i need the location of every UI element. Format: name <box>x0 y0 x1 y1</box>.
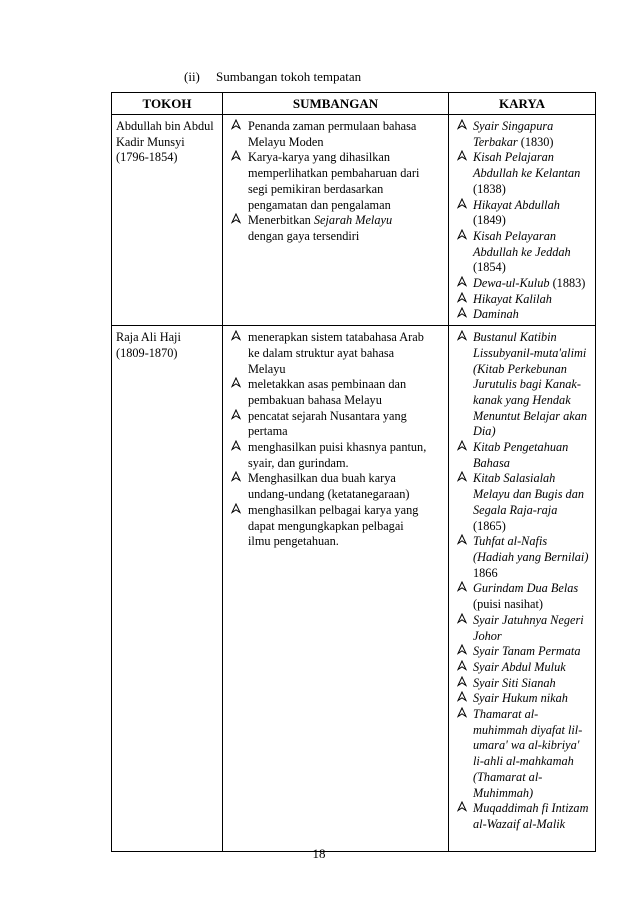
karya-title: kanak yang Hendak <box>473 392 571 407</box>
arrowhead-bullet-icon <box>231 119 241 136</box>
karya-item <box>453 691 592 707</box>
arrowhead-bullet-icon <box>457 644 467 661</box>
tokoh-cell <box>112 326 223 852</box>
sumbangan-text: memperlihatkan pembaharuan dari <box>248 166 420 181</box>
section-title: Sumbangan tokoh tempatan <box>216 69 362 84</box>
table-header-row <box>112 93 596 115</box>
header-sumbangan: SUMBANGAN <box>223 93 449 115</box>
karya-item <box>453 150 592 197</box>
karya-item <box>453 307 592 323</box>
karya-title: Syair Singapura <box>473 119 554 133</box>
karya-item <box>453 276 592 292</box>
sumbangan-text: pengamatan dan pengalaman <box>248 197 391 212</box>
sumbangan-text: ilmu pengetahuan. <box>248 534 339 549</box>
arrowhead-bullet-icon <box>457 613 467 630</box>
karya-title: Hikayat Kalilah <box>473 291 552 306</box>
sumbangan-text: Menerbitkan <box>248 213 314 228</box>
karya-year: (1854) <box>473 260 506 275</box>
karya-title: (Thamarat al- <box>473 769 543 784</box>
karya-item <box>453 198 592 229</box>
sumbangan-text: ke dalam struktur ayat bahasa <box>248 345 395 360</box>
tokoh-line: (1809-1870) <box>116 345 178 360</box>
arrowhead-bullet-icon <box>457 229 467 246</box>
arrowhead-bullet-icon <box>231 503 241 520</box>
karya-title: Syair Abdul Muluk <box>473 659 566 674</box>
karya-title: Jurutulis bagi Kanak- <box>473 377 581 392</box>
arrowhead-bullet-icon <box>457 307 467 324</box>
karya-title: Syair Tanam Permata <box>473 644 581 659</box>
arrowhead-bullet-icon <box>457 330 467 347</box>
arrowhead-bullet-icon <box>231 330 241 347</box>
arrowhead-bullet-icon <box>231 409 241 426</box>
karya-item <box>453 707 592 801</box>
tokoh-cell <box>112 115 223 326</box>
arrowhead-bullet-icon <box>457 292 467 309</box>
sumbangan-text: Penanda zaman permulaan bahasa <box>248 119 417 133</box>
karya-title: Dia) <box>473 424 496 439</box>
sumbangan-text: Melayu Moden <box>248 134 324 149</box>
contributions-table <box>111 92 596 852</box>
karya-title: Terbakar <box>473 134 518 149</box>
karya-title: Abdullah ke Kelantan <box>473 166 581 181</box>
sumbangan-item <box>227 377 445 408</box>
page-number: 18 <box>312 846 326 861</box>
karya-title: Segala Raja-raja <box>473 502 558 517</box>
karya-title: Kitab Salasialah <box>473 471 556 486</box>
karya-title: Syair Siti Sianah <box>473 675 556 690</box>
sumbangan-text: pertama <box>248 424 288 439</box>
table-row <box>112 115 596 326</box>
sumbangan-text: syair, dan gurindam. <box>248 455 349 470</box>
karya-title: Muhimmah) <box>473 785 534 800</box>
karya-title: al-Wazaif al-Malik <box>473 816 566 831</box>
section-number: (ii) <box>184 69 200 84</box>
karya-cell <box>449 115 596 326</box>
karya-year: 1866 <box>473 565 498 580</box>
arrowhead-bullet-icon <box>457 691 467 708</box>
tokoh-line: (1796-1854) <box>116 150 178 165</box>
sumbangan-text: Sejarah Melayu <box>313 213 393 228</box>
sumbangan-text: pencatat sejarah Nusantara yang <box>248 408 407 423</box>
arrowhead-bullet-icon <box>457 471 467 488</box>
arrowhead-bullet-icon <box>457 801 467 818</box>
sumbangan-item <box>227 440 445 471</box>
karya-title: Syair Hukum nikah <box>473 691 568 706</box>
header-tokoh: TOKOH <box>112 93 223 115</box>
karya-title: Lissubyanil-muta'alimi <box>473 345 587 360</box>
arrowhead-bullet-icon <box>457 676 467 693</box>
karya-title: Daminah <box>473 307 519 322</box>
karya-item <box>453 581 592 612</box>
karya-title: Gurindam Dua Belas <box>473 581 579 596</box>
sumbangan-text: meletakkan asas pembinaan dan <box>248 377 407 392</box>
karya-title: Bahasa <box>473 455 510 470</box>
sumbangan-text: menerapkan sistem tatabahasa Arab <box>248 330 424 345</box>
arrowhead-bullet-icon <box>231 440 241 457</box>
arrowhead-bullet-icon <box>457 276 467 293</box>
karya-title: Muqaddimah fi Intizam <box>473 801 589 816</box>
karya-title: li-ahli al-mahkamah <box>473 754 574 769</box>
arrowhead-bullet-icon <box>231 150 241 167</box>
arrowhead-bullet-icon <box>231 471 241 488</box>
karya-title: umara' wa al-kibriya' <box>473 738 580 753</box>
tokoh-line: Raja Ali Haji <box>116 330 181 345</box>
karya-cell <box>449 326 596 852</box>
karya-item <box>453 471 592 534</box>
header-karya: KARYA <box>449 93 596 115</box>
karya-title: (Kitab Perkebunan <box>473 361 567 376</box>
karya-title: Dewa-ul-Kulub <box>473 276 550 291</box>
karya-item <box>453 613 592 644</box>
arrowhead-bullet-icon <box>457 198 467 215</box>
karya-title: Syair Jatuhnya Negeri <box>473 612 584 627</box>
karya-year: (1838) <box>473 181 506 196</box>
karya-title: Bustanul Katibin <box>473 330 557 345</box>
sumbangan-text: Karya-karya yang dihasilkan <box>248 150 391 165</box>
sumbangan-text: Melayu <box>248 361 286 376</box>
karya-title: muhimmah diyafat lil- <box>473 722 583 737</box>
arrowhead-bullet-icon <box>231 377 241 394</box>
karya-year: (1849) <box>473 213 506 228</box>
karya-title: Kitab Pengetahuan <box>473 440 569 455</box>
karya-title: Menuntut Belajar akan <box>473 408 588 423</box>
karya-year: (1883) <box>549 276 586 291</box>
karya-item <box>453 292 592 308</box>
karya-title: Johor <box>473 628 502 643</box>
sumbangan-item <box>227 409 445 440</box>
karya-item <box>453 534 592 581</box>
karya-title: Kisah Pelayaran <box>473 228 556 243</box>
sumbangan-text: dapat mengungkapkan pelbagai <box>248 518 404 533</box>
arrowhead-bullet-icon <box>231 213 241 230</box>
table-row <box>112 326 596 852</box>
sumbangan-text: menghasilkan pelbagai karya yang <box>248 502 419 517</box>
arrowhead-bullet-icon <box>457 581 467 598</box>
karya-title: Kisah Pelajaran <box>473 150 554 165</box>
arrowhead-bullet-icon <box>457 440 467 457</box>
arrowhead-bullet-icon <box>457 660 467 677</box>
karya-item <box>453 229 592 276</box>
karya-item <box>453 440 592 471</box>
sumbangan-text: menghasilkan puisi khasnya pantun, <box>248 440 427 455</box>
sumbangan-cell <box>223 326 449 852</box>
sumbangan-text: dengan gaya tersendiri <box>248 228 360 243</box>
sumbangan-item <box>227 330 445 377</box>
karya-title: Melayu dan Bugis dan <box>473 487 584 502</box>
arrowhead-bullet-icon <box>457 534 467 551</box>
sumbangan-cell <box>223 115 449 326</box>
karya-year: (1865) <box>473 518 506 533</box>
karya-title: (Hadiah yang Bernilai) <box>473 549 589 564</box>
karya-item <box>453 676 592 692</box>
karya-item <box>453 660 592 676</box>
karya-item <box>453 801 592 832</box>
karya-item <box>453 644 592 660</box>
karya-item <box>453 330 592 440</box>
tokoh-line: Kadir Munsyi <box>116 134 185 149</box>
arrowhead-bullet-icon <box>457 707 467 724</box>
sumbangan-text: Menghasilkan dua buah karya <box>248 471 396 486</box>
karya-item <box>453 119 592 150</box>
sumbangan-item <box>227 150 445 213</box>
karya-title: Abdullah ke Jeddah <box>473 244 571 259</box>
sumbangan-item <box>227 119 445 150</box>
sumbangan-item <box>227 213 445 244</box>
karya-year: (1830) <box>517 134 554 149</box>
arrowhead-bullet-icon <box>457 150 467 167</box>
karya-year: (puisi nasihat) <box>473 597 544 612</box>
karya-title: Tuhfat al-Nafis <box>473 534 548 549</box>
sumbangan-text: undang-undang (ketatanegaraan) <box>248 487 410 502</box>
sumbangan-text: segi pemikiran berdasarkan <box>248 181 384 196</box>
karya-title: Hikayat Abdullah <box>473 197 560 212</box>
karya-title: Thamarat al- <box>473 707 539 722</box>
sumbangan-item <box>227 503 445 550</box>
tokoh-line: Abdullah bin Abdul <box>116 119 214 133</box>
sumbangan-text: pembakuan bahasa Melayu <box>248 392 382 407</box>
arrowhead-bullet-icon <box>457 119 467 136</box>
section-heading <box>184 69 361 85</box>
sumbangan-item <box>227 471 445 502</box>
